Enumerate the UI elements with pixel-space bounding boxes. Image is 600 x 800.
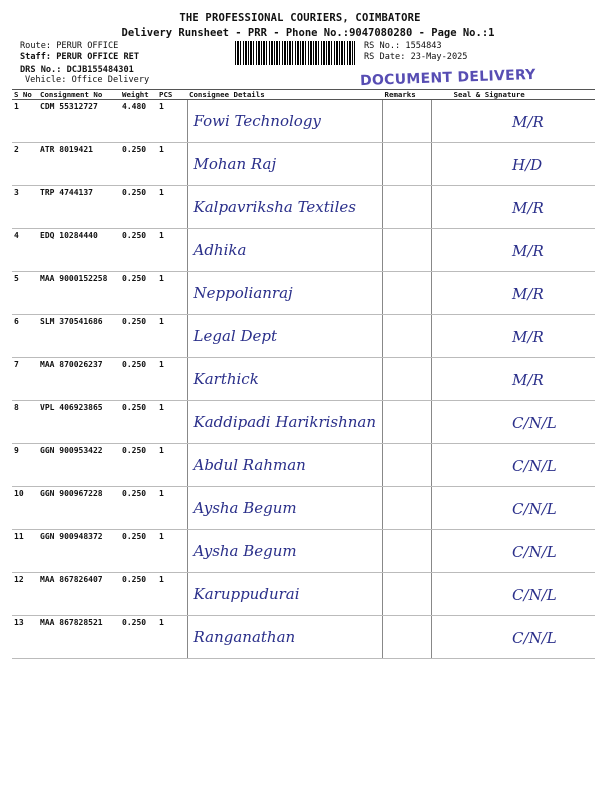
table-row — [12, 229, 595, 272]
cell-seal-signature: C/N/L — [432, 573, 595, 616]
cell-weight: 0.250 — [120, 358, 157, 401]
cell-consignment-no: VPL 406923865 — [38, 401, 120, 444]
cell-weight: 0.250 — [120, 573, 157, 616]
cell-weight: 4.480 — [120, 100, 157, 143]
cell-consignee-details: Neppolianraj — [187, 272, 383, 315]
cell-seal-signature: C/N/L — [432, 487, 595, 530]
cell-consignment-no: CDM 55312727 — [38, 100, 120, 143]
cell-seal-signature: H/D — [432, 143, 595, 186]
drs-number: DRS No.: DCJB155484301 — [20, 65, 134, 75]
runsheet-table — [12, 89, 595, 659]
table-row — [12, 100, 595, 143]
cell-sno: 4 — [12, 229, 38, 272]
cell-sno: 9 — [12, 444, 38, 487]
cell-consignment-no: MAA 870026237 — [38, 358, 120, 401]
cell-consignment-no: TRP 4744137 — [38, 186, 120, 229]
cell-remarks — [383, 272, 432, 315]
cell-pcs: 1 — [157, 401, 187, 444]
cell-seal-signature: C/N/L — [432, 616, 595, 659]
runsheet-subtitle: Delivery Runsheet - PRR - Phone No.:9047080280 - Page No.:1 — [121, 27, 495, 39]
cell-pcs: 1 — [157, 487, 187, 530]
cell-weight: 0.250 — [120, 186, 157, 229]
route-label: Route: PERUR OFFICE — [20, 41, 119, 51]
table-row — [12, 401, 595, 444]
column-header-sno: S No — [12, 90, 38, 100]
column-header-pcs: PCS — [157, 90, 187, 100]
table-row — [12, 272, 595, 315]
cell-pcs: 1 — [157, 315, 187, 358]
cell-pcs: 1 — [157, 100, 187, 143]
cell-pcs: 1 — [157, 186, 187, 229]
cell-remarks — [383, 358, 432, 401]
cell-consignment-no: GGN 900967228 — [38, 487, 120, 530]
cell-consignee-details: Ranganathan — [187, 616, 383, 659]
table-row — [12, 444, 595, 487]
cell-sno: 8 — [12, 401, 38, 444]
cell-sno: 2 — [12, 143, 38, 186]
cell-consignment-no: MAA 867828521 — [38, 616, 120, 659]
cell-pcs: 1 — [157, 573, 187, 616]
document-delivery-stamp: DOCUMENT DELIVERY — [359, 66, 537, 90]
column-header-consignment: Consignment No — [38, 90, 120, 100]
cell-seal-signature: M/R — [432, 229, 595, 272]
cell-remarks — [383, 444, 432, 487]
cell-weight: 0.250 — [120, 272, 157, 315]
cell-pcs: 1 — [157, 229, 187, 272]
cell-sno: 12 — [12, 573, 38, 616]
column-header-weight: Weight — [120, 90, 157, 100]
cell-sno: 11 — [12, 530, 38, 573]
cell-sno: 6 — [12, 315, 38, 358]
cell-pcs: 1 — [157, 143, 187, 186]
cell-consignment-no: SLM 370541686 — [38, 315, 120, 358]
cell-weight: 0.250 — [120, 487, 157, 530]
table-row — [12, 530, 595, 573]
table-row — [12, 358, 595, 401]
cell-seal-signature: M/R — [432, 272, 595, 315]
cell-consignment-no: ATR 8019421 — [38, 143, 120, 186]
cell-consignee-details: Mohan Raj — [187, 143, 383, 186]
cell-remarks — [383, 487, 432, 530]
cell-consignee-details: Legal Dept — [187, 315, 383, 358]
table-header-row — [12, 90, 595, 100]
cell-consignment-no: MAA 867826407 — [38, 573, 120, 616]
table-row — [12, 573, 595, 616]
table-row — [12, 143, 595, 186]
cell-seal-signature: M/R — [432, 100, 595, 143]
cell-consignee-details: Kalpavriksha Textiles — [187, 186, 383, 229]
cell-seal-signature: C/N/L — [432, 530, 595, 573]
cell-remarks — [383, 100, 432, 143]
cell-sno: 10 — [12, 487, 38, 530]
barcode — [235, 41, 355, 65]
cell-consignee-details: Kaddipadi Harikrishnan — [187, 401, 383, 444]
cell-sno: 3 — [12, 186, 38, 229]
cell-remarks — [383, 401, 432, 444]
column-header-consignee: Consignee Details — [187, 90, 383, 100]
cell-weight: 0.250 — [120, 444, 157, 487]
cell-weight: 0.250 — [120, 401, 157, 444]
cell-consignee-details: Abdul Rahman — [187, 444, 383, 487]
cell-consignment-no: GGN 900953422 — [38, 444, 120, 487]
cell-remarks — [383, 530, 432, 573]
column-header-signature: Seal & Signature — [432, 90, 595, 100]
cell-consignee-details: Karuppudurai — [187, 573, 383, 616]
cell-weight: 0.250 — [120, 530, 157, 573]
table-row — [12, 616, 595, 659]
cell-weight: 0.250 — [120, 616, 157, 659]
cell-weight: 0.250 — [120, 229, 157, 272]
cell-pcs: 1 — [157, 616, 187, 659]
cell-sno: 13 — [12, 616, 38, 659]
cell-weight: 0.250 — [120, 315, 157, 358]
cell-consignment-no: EDQ 10284440 — [38, 229, 120, 272]
cell-sno: 1 — [12, 100, 38, 143]
cell-weight: 0.250 — [120, 143, 157, 186]
cell-pcs: 1 — [157, 444, 187, 487]
rs-date: RS Date: 23-May-2025 — [364, 52, 468, 62]
rs-number: RS No.: 1554843 — [364, 41, 442, 51]
cell-pcs: 1 — [157, 530, 187, 573]
cell-consignee-details: Fowi Technology — [187, 100, 383, 143]
cell-seal-signature: M/R — [432, 315, 595, 358]
cell-pcs: 1 — [157, 358, 187, 401]
cell-consignment-no: MAA 9000152258 — [38, 272, 120, 315]
cell-seal-signature: C/N/L — [432, 444, 595, 487]
cell-consignee-details: Aysha Begum — [187, 530, 383, 573]
cell-remarks — [383, 143, 432, 186]
staff-label: Staff: PERUR OFFICE RET — [20, 52, 139, 62]
company-title: THE PROFESSIONAL COURIERS, COIMBATORE — [179, 12, 421, 24]
cell-consignee-details: Adhika — [187, 229, 383, 272]
column-header-remarks: Remarks — [383, 90, 432, 100]
cell-remarks — [383, 229, 432, 272]
vehicle-label: Vehicle: Office Delivery — [25, 75, 150, 85]
cell-sno: 5 — [12, 272, 38, 315]
cell-seal-signature: M/R — [432, 358, 595, 401]
cell-seal-signature: C/N/L — [432, 401, 595, 444]
table-row — [12, 186, 595, 229]
cell-consignee-details: Aysha Begum — [187, 487, 383, 530]
cell-pcs: 1 — [157, 272, 187, 315]
table-row — [12, 487, 595, 530]
cell-remarks — [383, 186, 432, 229]
cell-consignee-details: Karthick — [187, 358, 383, 401]
cell-consignment-no: GGN 900948372 — [38, 530, 120, 573]
cell-seal-signature: M/R — [432, 186, 595, 229]
cell-remarks — [383, 616, 432, 659]
table-row — [12, 315, 595, 358]
cell-remarks — [383, 573, 432, 616]
cell-sno: 7 — [12, 358, 38, 401]
cell-remarks — [383, 315, 432, 358]
